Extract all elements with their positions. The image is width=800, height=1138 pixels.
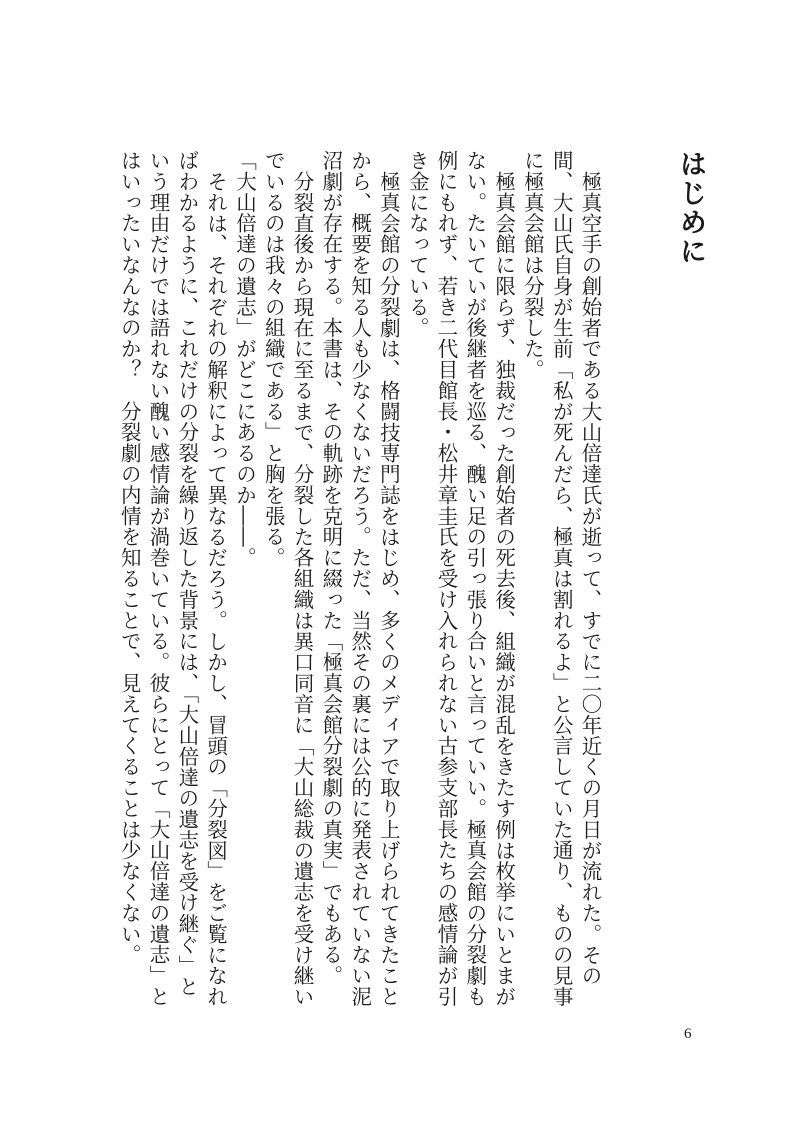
paragraph-2: 極真会館に限らず、独裁だった創始者の死去後、組織が混乱をきたす例は枚挙にいとまがない。たいていが後継者を巡る、醜い足の引っ張り合いと言っていい。極真会館の分裂劇も例にもれず、若き二代目館長・松井章圭氏を受け入れられない古参支部長たちの感情論が引き金になっている。: [405, 150, 516, 1007]
paragraph-6: それは、それぞれの解釈によって異なるだろう。しかし、冒頭の「分裂図」をご覧になればわかるように、これだけの分裂を繰り返した背景には、「大山倍達の遺志を受け継ぐ」という理由だけでは語れない醜い感情論が渦巻いている。彼らにとって「大山倍達の遺志」とはいったいなんなのか？ 分裂劇の内情を知ることで、見えてくることは少なくない。: [117, 150, 228, 1007]
body-text: [44, 150, 604, 1010]
page-title: はじめに: [675, 150, 706, 266]
paragraph-5: 「大山倍達の遺志」がどこにあるのか――。: [232, 150, 257, 568]
page-number: 6: [684, 1026, 692, 1042]
paragraph-3: 極真会館の分裂劇は、格闘技専門誌をはじめ、多くのメディアで取り上げられてきたことから、概要を知る人も少なくないだろう。ただ、当然その裏には公的に発表されていない泥沼劇が存在する。本書は、その軌跡を克明に綴った「極真会館分裂劇の真実」でもある。: [318, 150, 401, 1007]
paragraph-1: 極真空手の創始者である大山倍達氏が逝って、すでに二〇年近くの月日が流れた。その間、大山氏自身が生前「私が死んだら、極真は割れるよ」と公言していた通り、ものの見事に極真会館は分裂した。: [520, 150, 602, 1007]
paragraph-4: 分裂直後から現在に至るまで、分裂した各組織は異口同音に「大山総裁の遺志を受け継いでいるのは我々の組織である」と胸を張る。: [261, 150, 315, 1007]
